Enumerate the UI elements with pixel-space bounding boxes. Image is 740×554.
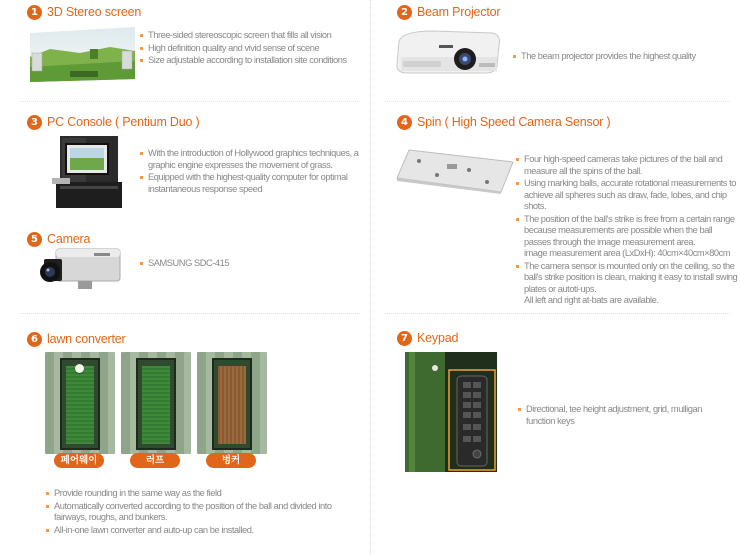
- separator: [20, 101, 360, 102]
- number-badge: 2: [397, 5, 412, 20]
- list-item: All left and right at-bats are available.: [524, 295, 659, 305]
- separator: [385, 101, 730, 102]
- list-item: Provide rounding in the same way as the field: [46, 488, 364, 500]
- number-badge: 4: [397, 115, 412, 130]
- spin-feature-list: [516, 154, 738, 308]
- section-header-camera: [27, 230, 90, 248]
- section-title: PC Console ( Pentium Duo ): [47, 115, 200, 129]
- rough-tag: 러프: [130, 453, 180, 468]
- list-item: The position of the ball's strike is free from a certain range because measurements are possible when the ball passes through the image measurement area.: [516, 214, 738, 249]
- list-item: The beam projector provides the highest quality: [513, 51, 735, 63]
- pc-feature-list: [140, 148, 362, 196]
- list-item: Three-sided stereoscopic screen that fills all vision: [140, 30, 368, 42]
- list-item: Equipped with the highest-quality computer for optimal instantaneous response speed: [140, 172, 362, 195]
- section-header-lawn: [27, 330, 126, 348]
- section-title: lawn converter: [47, 332, 126, 346]
- list-item: Four high-speed cameras take pictures of the ball and measure all the spins of the ball.: [516, 154, 738, 177]
- section-header-pc: [27, 113, 200, 131]
- keypad-feature-list: [518, 404, 733, 428]
- list-item: image measurement area (LxDxH): 40cm×40cm×80cm: [524, 248, 731, 258]
- number-badge: 7: [397, 331, 412, 346]
- separator: [20, 313, 360, 314]
- column-divider: [370, 0, 371, 554]
- section-header-keypad: [397, 329, 458, 347]
- section-header-stereo: [27, 3, 141, 21]
- section-title: Spin ( High Speed Camera Sensor ): [417, 115, 611, 129]
- list-item: With the introduction of Hollywood graphics techniques, a graphic engine expresses the movement of grass.: [140, 148, 362, 171]
- keypad-image: [405, 352, 497, 472]
- number-badge: 3: [27, 115, 42, 130]
- number-badge: 1: [27, 5, 42, 20]
- list-item: Using marking balls, accurate rotational measurements to achieve all spheres such as draw, fade, lobes, and chip shots.: [516, 178, 738, 213]
- section-title: Camera: [47, 232, 91, 246]
- fairway-mat-image: [45, 352, 115, 454]
- beam-projector-image: [393, 27, 503, 79]
- section-header-spin: [397, 113, 611, 131]
- camera-feature-list: [140, 258, 362, 271]
- list-item: The camera sensor is mounted only on the ceiling, so the ball's strike position is clean, making it easy to install swing plates or autoti-ups.: [516, 261, 738, 296]
- lawn-feature-list: [46, 488, 364, 537]
- list-item: Size adjustable according to installation site conditions: [140, 55, 368, 67]
- number-badge: 6: [27, 332, 42, 347]
- bunker-mat-image: [197, 352, 267, 454]
- fairway-tag: 페어웨이: [54, 453, 104, 468]
- rough-mat-image: [121, 352, 191, 454]
- number-badge: 5: [27, 232, 42, 247]
- list-item: Directional, tee height adjustment, grid, mulligan function keys: [518, 404, 733, 427]
- section-title: 3D Stereo screen: [47, 5, 142, 19]
- pc-console-image: [52, 134, 124, 210]
- list-item: Automatically converted according to the position of the ball and divided into fairways, roughs, and bunkers.: [46, 501, 364, 524]
- stereo-screen-image: [30, 27, 135, 82]
- stereo-feature-list: [140, 30, 368, 68]
- list-item: High definition quality and vivid sense of scene: [140, 43, 368, 55]
- separator: [385, 313, 730, 314]
- section-title: Keypad: [417, 331, 459, 345]
- section-title: Beam Projector: [417, 5, 501, 19]
- list-item: SAMSUNG SDC-415: [140, 258, 362, 270]
- camera-sensor-image: [395, 148, 515, 194]
- projector-feature-list: [513, 51, 735, 64]
- security-camera-image: [38, 247, 124, 295]
- section-header-projector: [397, 3, 500, 21]
- list-item: All-in-one lawn converter and auto-up can be installed.: [46, 525, 364, 537]
- bunker-tag: 벙커: [206, 453, 256, 468]
